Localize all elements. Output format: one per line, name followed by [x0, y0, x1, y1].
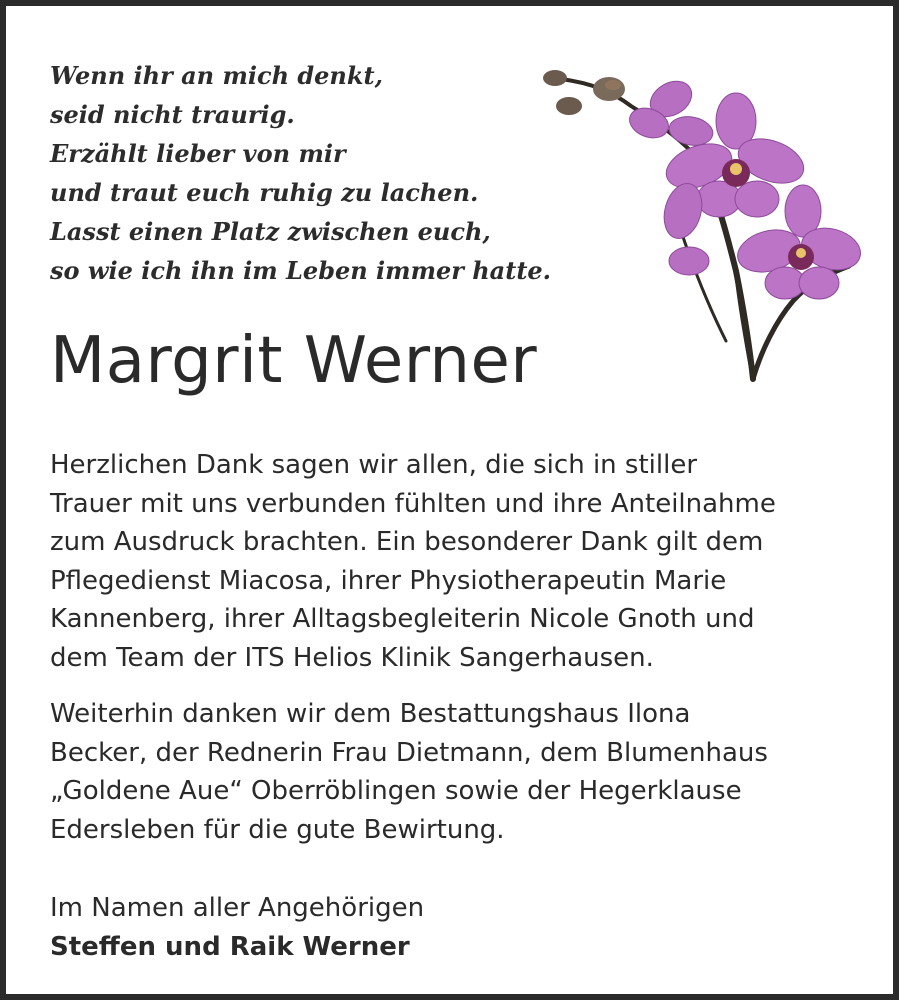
poem-line: Erzählt lieber von mir [50, 139, 346, 168]
poem-line: und traut euch ruhig zu lachen. [50, 178, 479, 207]
text-line: Kannenberg, ihrer Alltagsbegleiterin Nicole Gnoth und [50, 604, 755, 634]
further-thanks-paragraph [50, 695, 768, 849]
text-line: Herzlichen Dank sagen wir allen, die sich in stiller [50, 450, 698, 480]
closing-line: Im Namen aller Angehörigen [50, 893, 425, 923]
text-line: zum Ausdruck brachten. Ein besonderer Dank gilt dem [50, 527, 764, 557]
text-line: „Goldene Aue“ Oberröblingen sowie der Hegerklause [50, 776, 742, 806]
thanks-paragraph [50, 446, 776, 677]
poem-line: Wenn ihr an mich denkt, [50, 61, 383, 90]
signature: Steffen und Raik Werner [50, 931, 410, 962]
text-line: Weiterhin danken wir dem Bestattungshaus Ilona [50, 699, 691, 729]
poem-line: so wie ich ihn im Leben immer hatte. [50, 256, 552, 285]
poem-line: Lasst einen Platz zwischen euch, [50, 217, 491, 246]
text-line: Edersleben für die gute Bewirtung. [50, 814, 505, 845]
text-line: Becker, der Rednerin Frau Dietmann, dem Blumenhaus [50, 737, 768, 768]
deceased-name: Margrit Werner [50, 324, 538, 398]
orchid-flower-icon [531, 61, 876, 391]
text-line: Trauer mit uns verbunden fühlten und ihre Anteilnahme [50, 488, 776, 519]
closing-block [50, 889, 424, 966]
poem-line: seid nicht traurig. [50, 100, 295, 129]
text-line: dem Team der ITS Helios Klinik Sangerhausen. [50, 642, 654, 673]
memorial-poem [50, 56, 551, 290]
text-line: Pflegedienst Miacosa, ihrer Physiotherapeutin Marie [50, 565, 727, 596]
